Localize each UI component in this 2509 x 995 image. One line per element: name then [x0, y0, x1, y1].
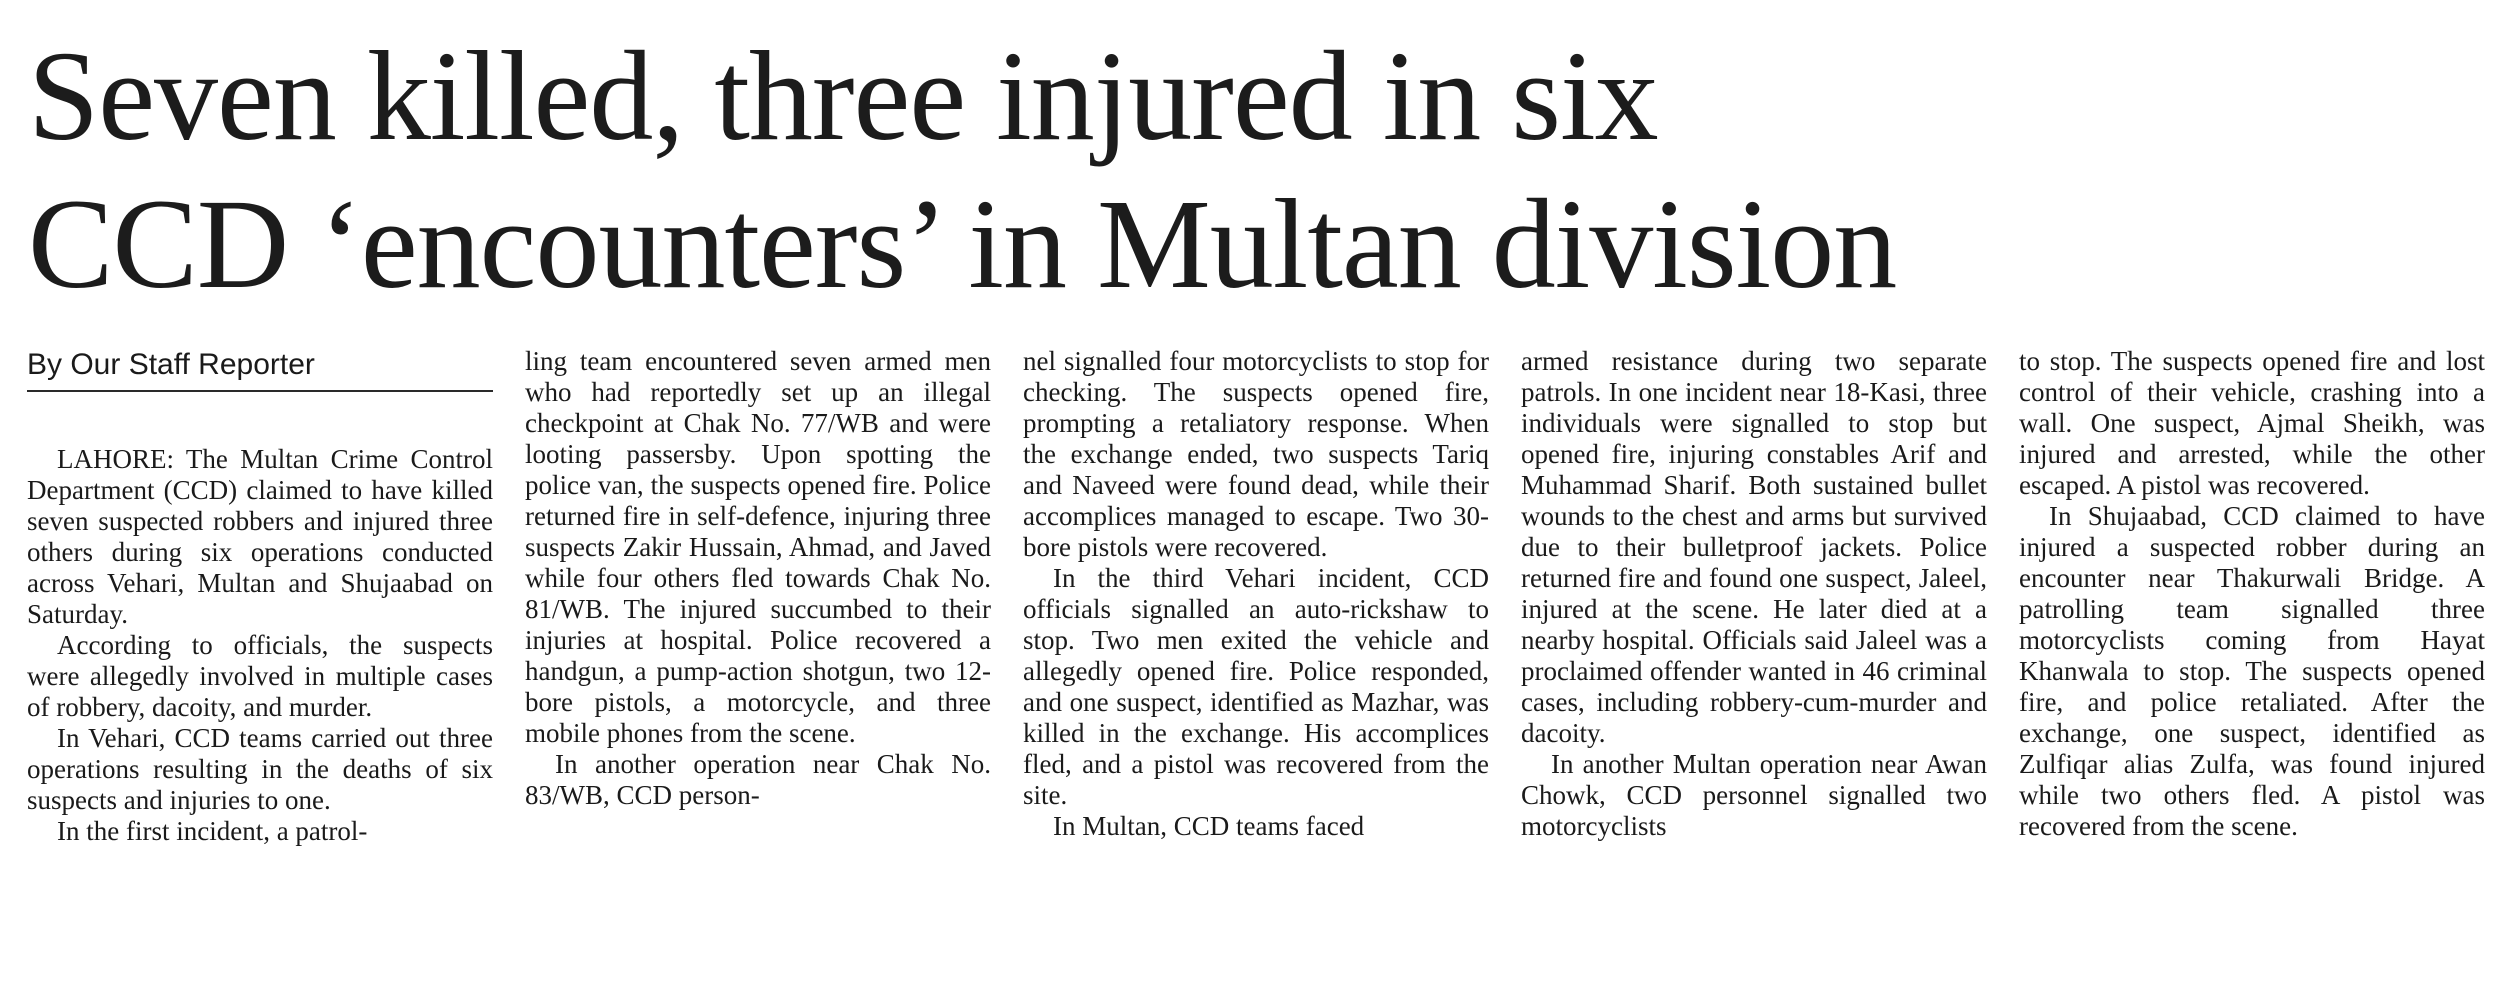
article-paragraph: armed resistance during two separate patrols. In one incident near 18-Kasi, three individuals were signalled to stop but opened fire, injuring constables Arif and Muhammad Sharif. Both sustained bullet wounds to the chest and arms but survived due to their bulletproof jackets. Police returned fire and found one suspect, Jaleel, injured at the scene. He later died at a nearby hospital. Officials said Jaleel was a proclaimed offender wanted in 46 criminal cases, including robbery-cum-murder and dacoity. [1521, 346, 1987, 748]
article-column-2 [525, 346, 991, 986]
article-paragraph: According to officials, the suspects were allegedly involved in multiple cases of robbery, dacoity, and murder. [27, 630, 493, 722]
article-paragraph: ling team encountered seven armed men who had reportedly set up an illegal checkpoint at Chak No. 77/WB and were looting passersby. Upon spotting the police van, the suspects opened fire. Police returned fire in self-defence, injuring three suspects Zakir Hussain, Ahmad, and Javed while four others fled towards Chak No. 81/WB. The injured succumbed to their injuries at hospital. Police recovered a handgun, a pump-action shotgun, two 12-bore pistols, a motorcycle, and three mobile phones from the scene. [525, 346, 991, 748]
article-paragraph: In the first incident, a patrol- [57, 816, 368, 846]
article-paragraph: to stop. The suspects opened fire and lost control of their vehicle, crashing into a wall. One suspect, Ajmal Sheikh, was injured and arrested, while the other escaped. A pistol was recovered. [2019, 346, 2485, 500]
article-paragraph: In the third Vehari incident, CCD officials signalled an auto-rickshaw to stop. Two men exited the vehicle and allegedly opened fire. Police responded, and one suspect, identified as Mazhar, was killed in the exchange. His accomplices fled, and a pistol was recovered from the site. [1023, 563, 1489, 810]
article-paragraph: In Multan, CCD teams faced [1053, 811, 1365, 841]
byline: By Our Staff Reporter [27, 346, 493, 392]
article-column-4 [1521, 346, 1987, 986]
headline [28, 22, 2488, 318]
article-column-3 [1023, 346, 1489, 986]
article-column-5 [2019, 346, 2485, 986]
article-column-1 [27, 346, 493, 986]
article-paragraph: In Vehari, CCD teams carried out three operations resulting in the deaths of six suspects and injuries to one. [27, 723, 493, 815]
article-paragraph: In Shujaabad, CCD claimed to have injured a suspected robber during an encounter near Thakurwali Bridge. A patrolling team signalled three motorcyclists coming from Hayat Khanwala to stop. The suspects opened fire, and police retaliated. After the exchange, one suspect, identified as Zulfiqar alias Zulfa, was found injured while two others fled. A pistol was recovered from the scene. [2019, 501, 2485, 841]
article-paragraph: In another operation near Chak No. 83/WB, CCD person- [525, 749, 991, 810]
article-columns [27, 346, 2485, 986]
article-paragraph: nel signalled four motorcyclists to stop for checking. The suspects opened fire, prompting a retaliatory response. When the exchange ended, two suspects Tariq and Naveed were found dead, while their accomplices managed to escape. Two 30-bore pistols were recovered. [1023, 346, 1489, 562]
headline-line-1: Seven killed, three injured in six [28, 25, 1658, 167]
headline-line-2: CCD ‘encounters’ in Multan division [28, 173, 1897, 315]
article-paragraph: In another Multan operation near Awan Chowk, CCD personnel signalled two motorcyclists [1521, 749, 1987, 841]
article-paragraph: LAHORE: The Multan Crime Control Department (CCD) claimed to have killed seven suspected robbers and injured three others during six operations conducted across Vehari, Multan and Shujaabad on Saturday. [27, 444, 493, 629]
